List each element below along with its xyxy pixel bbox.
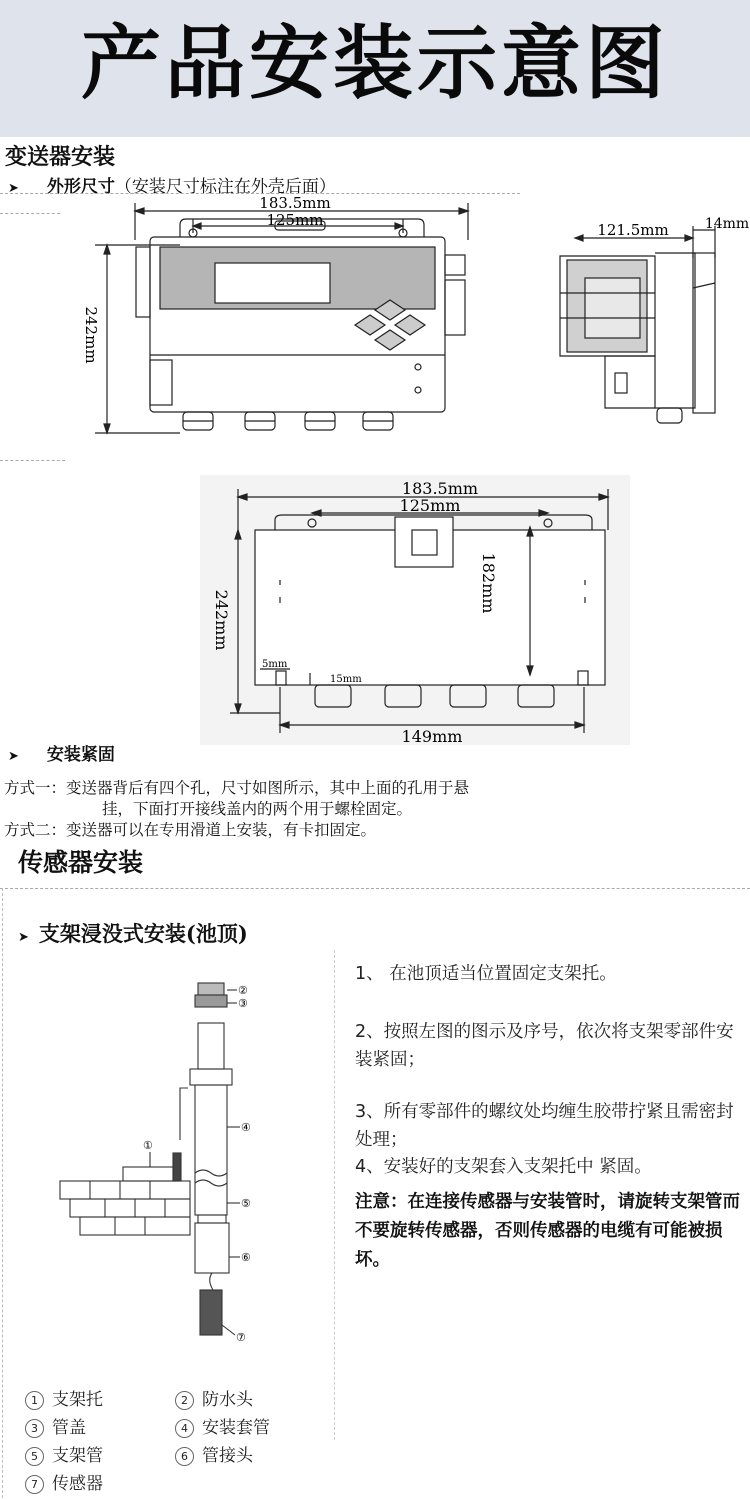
callout-2: ② [238,984,248,997]
callout-5: ⑤ [241,1197,251,1210]
callout-1: ① [143,1139,153,1152]
method-two: 方式二：变送器可以在专用滑道上安装，有卡扣固定。 [4,821,377,839]
back-bottom-spacing-label: 149mm [401,727,463,745]
legend-number: 4 [175,1419,194,1438]
front-width-label: 183.5mm [259,195,331,212]
method-one-line2: 挂，下面打开接线盖内的两个用于螺栓固定。 [102,800,413,818]
legend-label: 管盖 [52,1418,86,1438]
callout-7: ⑦ [236,1331,246,1344]
back-hole-vertical-label: 182mm [479,552,498,614]
side-rail-label: 14mm [704,216,750,232]
transmitter-side-view-drawing [545,208,750,443]
arrow-bullet-icon: ➤ [8,181,19,196]
divider [0,193,520,194]
back-height-label: 242mm [212,589,231,651]
legend-item-2 [175,1385,253,1410]
dimensions-note: （安装尺寸标注在外壳后面） [114,177,336,197]
back-hole-spacing-label: 125mm [399,496,461,515]
method-one-line1: 方式一：变送器背后有四个孔，尺寸如图所示，其中上面的孔用于悬 [4,779,470,797]
sensor-subheading-text: 支架浸没式安装(池顶) [38,921,248,946]
legend-number: 5 [25,1447,44,1466]
legend-item-1 [25,1385,103,1410]
legend-item-3 [25,1413,86,1438]
legend-item-4 [175,1413,270,1438]
legend-number: 2 [175,1391,194,1410]
sensor-bracket-drawing [55,975,285,1360]
arrow-bullet-icon: ➤ [18,930,29,945]
step-1: 1、 在池顶适当位置固定支架托。 [355,964,617,984]
transmitter-back-view-drawing [200,475,630,745]
dimensions-heading-text: 外形尺寸 [46,177,115,197]
callout-6: ⑥ [241,1251,251,1264]
title-banner [0,0,750,137]
step-2: 2、按照左图的图示及序号，依次将支架零部件安装紧固； [355,1022,734,1070]
transmitter-front-view-drawing [80,195,480,440]
page-title: 产品安装示意图 [81,17,669,110]
step-3: 3、所有零部件的螺纹处均缠生胶带拧紧且需密封处理； [355,1102,734,1150]
legend-item-6 [175,1441,253,1466]
legend-label: 防水头 [202,1390,253,1410]
panel-border-mid [334,950,335,1440]
panel-border-left [2,888,3,1498]
legend-label: 安装套管 [202,1418,270,1438]
side-depth-label: 121.5mm [597,221,669,239]
legend-label: 支架管 [52,1446,103,1466]
front-height-label: 242mm [82,306,100,364]
back-width-label: 183.5mm [401,479,479,498]
legend-item-7 [25,1469,103,1494]
legend-number: 6 [175,1447,194,1466]
warning-note: 注意：在连接传感器与安装管时，请旋转支架管而不要旋转传感器，否则传感器的电缆有可能被损坏。 [355,1192,740,1270]
arrow-bullet-icon: ➤ [8,749,19,764]
fixing-heading [8,740,115,765]
legend-label: 管接头 [202,1446,253,1466]
legend-item-5 [25,1441,103,1466]
callout-4: ④ [241,1121,251,1134]
divider [0,460,65,461]
legend-number: 7 [25,1475,44,1494]
sensor-subheading [18,918,248,948]
back-offset-a-label: 5mm [262,659,288,670]
legend-number: 1 [25,1391,44,1410]
callout-3: ③ [238,997,248,1010]
front-hole-spacing-label: 125mm [266,211,324,229]
sensor-section-title: 传感器安装 [18,848,144,877]
legend-label: 支架托 [52,1390,103,1410]
back-offset-b-label: 15mm [330,674,362,685]
fixing-heading-text: 安装紧固 [46,745,115,765]
legend-label: 传感器 [52,1474,103,1494]
step-4: 4、安装好的支架套入支架托中 紧固。 [355,1157,652,1177]
divider [0,888,750,889]
divider [0,213,60,214]
transmitter-section-title: 变送器安装 [5,144,116,170]
legend-number: 3 [25,1419,44,1438]
